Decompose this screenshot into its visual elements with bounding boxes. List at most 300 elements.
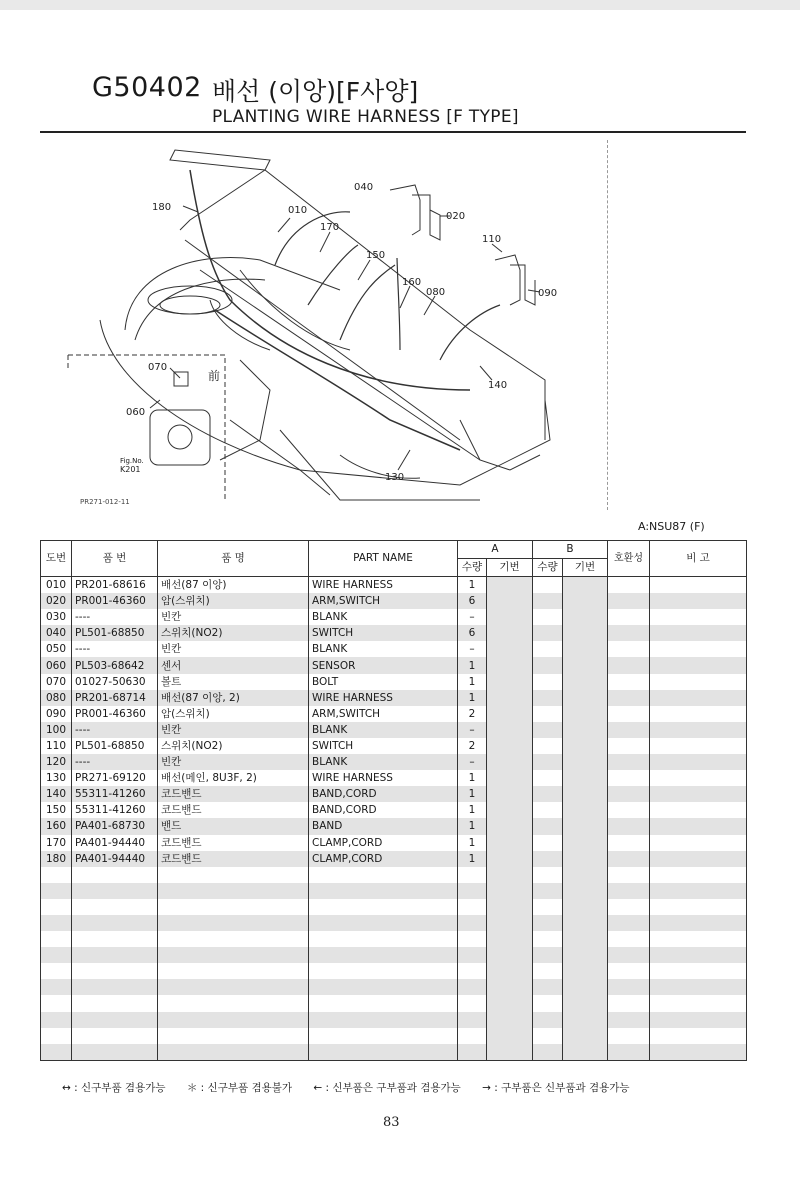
row-ref: 060 [41, 657, 72, 673]
empty-cell [158, 947, 309, 963]
row-qty-a: 1 [458, 577, 487, 594]
row-machine-a [487, 641, 533, 657]
table-row [41, 674, 747, 690]
legend-item-old-to-new: → : 구부품은 신부품과 겸용가능 [482, 1082, 630, 1094]
row-machine-a [487, 786, 533, 802]
row-machine-b [563, 738, 608, 754]
row-qty-b [533, 593, 563, 609]
empty-cell [533, 915, 563, 931]
table-row [41, 706, 747, 722]
empty-cell [309, 883, 458, 899]
row-ref: 100 [41, 722, 72, 738]
table-row [41, 657, 747, 673]
empty-cell [487, 931, 533, 947]
empty-cell [487, 1044, 533, 1061]
empty-cell [72, 899, 158, 915]
header-part-name: PART NAME [309, 541, 458, 577]
empty-cell [533, 979, 563, 995]
row-name-en: ARM,SWITCH [309, 706, 458, 722]
empty-cell [650, 883, 747, 899]
table-row [41, 609, 747, 625]
row-ref: 110 [41, 738, 72, 754]
row-machine-b [563, 706, 608, 722]
header-a-qty: 수량 [458, 559, 487, 577]
row-machine-a [487, 851, 533, 867]
empty-cell [72, 1012, 158, 1028]
row-qty-a: – [458, 609, 487, 625]
row-machine-b [563, 657, 608, 673]
row-machine-a [487, 722, 533, 738]
table-row [41, 835, 747, 851]
row-name-en: SENSOR [309, 657, 458, 673]
row-qty-a: 2 [458, 706, 487, 722]
empty-cell [458, 995, 487, 1011]
row-qty-b [533, 674, 563, 690]
empty-cell [72, 867, 158, 883]
row-part-no: PR001-46360 [72, 593, 158, 609]
empty-cell [650, 995, 747, 1011]
empty-cell [650, 931, 747, 947]
empty-cell [158, 1044, 309, 1061]
empty-cell [650, 963, 747, 979]
row-machine-a [487, 706, 533, 722]
row-interchange [608, 657, 650, 673]
empty-cell [72, 979, 158, 995]
row-name-ko: 코드밴드 [158, 786, 309, 802]
empty-cell [309, 979, 458, 995]
row-name-ko: 빈칸 [158, 722, 309, 738]
empty-cell [533, 995, 563, 1011]
empty-cell [608, 1028, 650, 1044]
row-name-ko: 센서 [158, 657, 309, 673]
row-ref: 020 [41, 593, 72, 609]
empty-cell [608, 947, 650, 963]
callout-150: 170 [320, 222, 340, 233]
empty-cell [458, 947, 487, 963]
row-machine-b [563, 722, 608, 738]
row-interchange [608, 706, 650, 722]
row-qty-a: 1 [458, 690, 487, 706]
empty-cell [650, 947, 747, 963]
empty-cell [608, 995, 650, 1011]
row-machine-a [487, 577, 533, 594]
legend-item-new-to-old: ← : 신부품은 구부품과 겸용가능 [313, 1082, 461, 1094]
empty-cell [309, 995, 458, 1011]
callout-170: 140 [488, 380, 508, 391]
callout-010: 010 [288, 205, 308, 216]
legend-item-interchangeable: ↔ : 신구부품 겸용가능 [62, 1082, 166, 1094]
empty-cell [487, 979, 533, 995]
row-name-ko: 암(스위치) [158, 593, 309, 609]
empty-cell [650, 915, 747, 931]
fig-no-value: K201 [120, 465, 141, 474]
empty-cell [608, 883, 650, 899]
header-b-machine: 기번 [563, 559, 608, 577]
row-machine-a [487, 674, 533, 690]
row-name-ko: 빈칸 [158, 609, 309, 625]
row-qty-a: 2 [458, 738, 487, 754]
row-name-en: WIRE HARNESS [309, 577, 458, 594]
row-interchange [608, 835, 650, 851]
empty-cell [309, 947, 458, 963]
header-model-a: A [458, 541, 533, 559]
row-ref: 160 [41, 818, 72, 834]
row-part-no: PL501-68850 [72, 625, 158, 641]
row-remarks [650, 609, 747, 625]
empty-cell [458, 1012, 487, 1028]
empty-cell [41, 979, 72, 995]
row-qty-a: 1 [458, 818, 487, 834]
row-qty-a: – [458, 641, 487, 657]
empty-cell [650, 899, 747, 915]
empty-row [41, 979, 747, 995]
row-name-en: BAND,CORD [309, 802, 458, 818]
row-name-en: CLAMP,CORD [309, 835, 458, 851]
row-remarks [650, 690, 747, 706]
row-machine-b [563, 802, 608, 818]
row-machine-b [563, 770, 608, 786]
empty-cell [487, 963, 533, 979]
empty-cell [309, 931, 458, 947]
row-part-no: ---- [72, 609, 158, 625]
empty-cell [158, 867, 309, 883]
wiring-diagram [40, 140, 606, 520]
row-machine-b [563, 851, 608, 867]
empty-cell [72, 947, 158, 963]
legend-item-not-interchangeable: ＊ : 신구부품 겸용불가 [186, 1082, 293, 1094]
row-qty-a: – [458, 754, 487, 770]
table-row [41, 641, 747, 657]
empty-cell [72, 995, 158, 1011]
table-header-row [41, 541, 747, 559]
row-machine-a [487, 609, 533, 625]
row-qty-a: 1 [458, 851, 487, 867]
callout-090: 090 [538, 288, 558, 299]
empty-row [41, 915, 747, 931]
row-part-no: ---- [72, 641, 158, 657]
empty-cell [608, 979, 650, 995]
callout-020: 020 [446, 211, 466, 222]
empty-cell [533, 1044, 563, 1061]
row-ref: 010 [41, 577, 72, 594]
figure-divider [607, 140, 608, 510]
empty-row [41, 1044, 747, 1061]
empty-cell [608, 963, 650, 979]
empty-cell [533, 963, 563, 979]
row-name-en: SWITCH [309, 738, 458, 754]
row-part-no: 55311-41260 [72, 786, 158, 802]
row-qty-b [533, 609, 563, 625]
row-remarks [650, 738, 747, 754]
empty-row [41, 947, 747, 963]
row-machine-b [563, 754, 608, 770]
empty-cell [309, 963, 458, 979]
row-name-ko: 코드밴드 [158, 802, 309, 818]
empty-cell [309, 1044, 458, 1061]
empty-cell [458, 883, 487, 899]
row-name-ko: 빈칸 [158, 754, 309, 770]
row-qty-a: 1 [458, 657, 487, 673]
row-qty-b [533, 577, 563, 594]
empty-cell [563, 963, 608, 979]
empty-row [41, 995, 747, 1011]
empty-cell [563, 995, 608, 1011]
row-qty-a: 1 [458, 802, 487, 818]
row-ref: 150 [41, 802, 72, 818]
row-interchange [608, 593, 650, 609]
row-ref: 170 [41, 835, 72, 851]
empty-cell [608, 1012, 650, 1028]
row-remarks [650, 802, 747, 818]
row-ref: 180 [41, 851, 72, 867]
empty-cell [533, 1028, 563, 1044]
row-qty-b [533, 818, 563, 834]
row-part-no: 55311-41260 [72, 802, 158, 818]
row-name-en: ARM,SWITCH [309, 593, 458, 609]
row-name-ko: 배선(87 이앙, 2) [158, 690, 309, 706]
empty-cell [533, 931, 563, 947]
row-interchange [608, 802, 650, 818]
empty-cell [563, 899, 608, 915]
empty-cell [158, 899, 309, 915]
empty-row [41, 1012, 747, 1028]
row-remarks [650, 641, 747, 657]
empty-cell [309, 915, 458, 931]
empty-cell [41, 963, 72, 979]
header-b-qty: 수량 [533, 559, 563, 577]
row-machine-a [487, 835, 533, 851]
row-name-ko: 배선(87 이앙) [158, 577, 309, 594]
row-remarks [650, 754, 747, 770]
empty-cell [650, 1028, 747, 1044]
row-name-ko: 스위치(NO2) [158, 738, 309, 754]
table-row [41, 690, 747, 706]
scan-top-band [0, 0, 800, 10]
row-interchange [608, 674, 650, 690]
row-machine-b [563, 625, 608, 641]
empty-cell [41, 1044, 72, 1061]
row-machine-b [563, 786, 608, 802]
empty-cell [487, 867, 533, 883]
row-name-en: BOLT [309, 674, 458, 690]
row-remarks [650, 593, 747, 609]
empty-cell [533, 1012, 563, 1028]
legend [62, 1080, 648, 1095]
row-qty-b [533, 738, 563, 754]
empty-row [41, 963, 747, 979]
empty-cell [72, 883, 158, 899]
empty-cell [72, 915, 158, 931]
empty-cell [309, 1012, 458, 1028]
row-ref: 140 [41, 786, 72, 802]
row-machine-a [487, 690, 533, 706]
empty-cell [158, 915, 309, 931]
empty-cell [608, 1044, 650, 1061]
empty-cell [41, 947, 72, 963]
row-machine-a [487, 802, 533, 818]
empty-cell [458, 931, 487, 947]
row-interchange [608, 625, 650, 641]
empty-cell [41, 867, 72, 883]
row-part-no: ---- [72, 722, 158, 738]
empty-cell [309, 1028, 458, 1044]
empty-row [41, 899, 747, 915]
empty-cell [158, 931, 309, 947]
row-qty-b [533, 786, 563, 802]
drawing-code: PR271-012-11 [80, 498, 130, 506]
empty-cell [563, 947, 608, 963]
row-remarks [650, 722, 747, 738]
page-title-korean: 배선 (이앙)[F사양] [212, 77, 419, 106]
row-remarks [650, 657, 747, 673]
row-machine-b [563, 674, 608, 690]
empty-cell [158, 963, 309, 979]
empty-cell [41, 1028, 72, 1044]
row-machine-a [487, 818, 533, 834]
row-ref: 090 [41, 706, 72, 722]
table-row [41, 802, 747, 818]
row-remarks [650, 786, 747, 802]
empty-cell [650, 1044, 747, 1061]
callout-160: 160 [402, 277, 422, 288]
row-part-no: 01027-50630 [72, 674, 158, 690]
row-qty-b [533, 802, 563, 818]
callout-080: 080 [426, 287, 446, 298]
empty-cell [458, 1028, 487, 1044]
row-interchange [608, 577, 650, 594]
empty-cell [650, 1012, 747, 1028]
empty-cell [608, 931, 650, 947]
row-remarks [650, 674, 747, 690]
row-machine-b [563, 577, 608, 594]
table-row [41, 577, 747, 594]
empty-cell [563, 883, 608, 899]
row-interchange [608, 641, 650, 657]
title-rule [40, 131, 746, 133]
row-name-en: BLANK [309, 754, 458, 770]
row-qty-a: 1 [458, 674, 487, 690]
row-ref: 050 [41, 641, 72, 657]
row-part-no: PR001-46360 [72, 706, 158, 722]
empty-cell [72, 1044, 158, 1061]
empty-cell [158, 1028, 309, 1044]
page-title-english: PLANTING WIRE HARNESS [F TYPE] [212, 107, 519, 127]
empty-cell [458, 979, 487, 995]
row-qty-b [533, 690, 563, 706]
empty-cell [158, 979, 309, 995]
parts-table [40, 540, 747, 1061]
empty-cell [158, 995, 309, 1011]
row-name-ko: 코드밴드 [158, 835, 309, 851]
empty-cell [72, 931, 158, 947]
empty-cell [533, 899, 563, 915]
row-interchange [608, 609, 650, 625]
row-machine-a [487, 657, 533, 673]
row-machine-b [563, 593, 608, 609]
empty-cell [458, 867, 487, 883]
empty-cell [309, 867, 458, 883]
row-qty-b [533, 641, 563, 657]
fig-no-label: Fig.No. [120, 457, 144, 465]
callout-060: 060 [126, 407, 146, 418]
row-interchange [608, 818, 650, 834]
row-remarks [650, 625, 747, 641]
empty-cell [41, 931, 72, 947]
section-code: G50402 [92, 72, 202, 103]
empty-cell [72, 1028, 158, 1044]
row-qty-b [533, 706, 563, 722]
row-machine-b [563, 609, 608, 625]
row-qty-b [533, 835, 563, 851]
empty-cell [487, 899, 533, 915]
row-qty-a: 1 [458, 770, 487, 786]
empty-cell [563, 1012, 608, 1028]
row-qty-a: – [458, 722, 487, 738]
empty-cell [458, 915, 487, 931]
row-qty-a: 6 [458, 593, 487, 609]
callout-040: 040 [354, 182, 374, 193]
row-name-en: BLANK [309, 722, 458, 738]
empty-cell [533, 883, 563, 899]
empty-cell [487, 1028, 533, 1044]
empty-cell [487, 915, 533, 931]
header-ref: 도번 [41, 541, 72, 577]
row-machine-b [563, 835, 608, 851]
row-name-en: CLAMP,CORD [309, 851, 458, 867]
empty-cell [158, 883, 309, 899]
table-row [41, 738, 747, 754]
row-part-no: PL503-68642 [72, 657, 158, 673]
row-name-en: WIRE HARNESS [309, 690, 458, 706]
row-machine-b [563, 641, 608, 657]
row-qty-b [533, 625, 563, 641]
row-interchange [608, 738, 650, 754]
row-part-no: PR201-68714 [72, 690, 158, 706]
table-row [41, 593, 747, 609]
table-row [41, 770, 747, 786]
row-machine-a [487, 770, 533, 786]
callout-110: 110 [482, 234, 502, 245]
row-interchange [608, 851, 650, 867]
row-ref: 040 [41, 625, 72, 641]
empty-cell [41, 1012, 72, 1028]
row-name-ko: 빈칸 [158, 641, 309, 657]
row-interchange [608, 786, 650, 802]
empty-cell [650, 979, 747, 995]
row-remarks [650, 770, 747, 786]
empty-cell [309, 899, 458, 915]
row-machine-a [487, 738, 533, 754]
front-mark: 前 [208, 369, 221, 383]
header-model-b: B [533, 541, 608, 559]
row-name-en: WIRE HARNESS [309, 770, 458, 786]
empty-cell [563, 979, 608, 995]
row-interchange [608, 690, 650, 706]
row-qty-a: 1 [458, 786, 487, 802]
empty-cell [563, 931, 608, 947]
empty-cell [487, 947, 533, 963]
table-row [41, 754, 747, 770]
empty-cell [650, 867, 747, 883]
table-row [41, 851, 747, 867]
empty-cell [487, 1012, 533, 1028]
row-machine-a [487, 754, 533, 770]
empty-cell [41, 995, 72, 1011]
header-a-machine: 기번 [487, 559, 533, 577]
empty-cell [608, 867, 650, 883]
header-interchange: 호환성 [608, 541, 650, 577]
empty-cell [533, 947, 563, 963]
